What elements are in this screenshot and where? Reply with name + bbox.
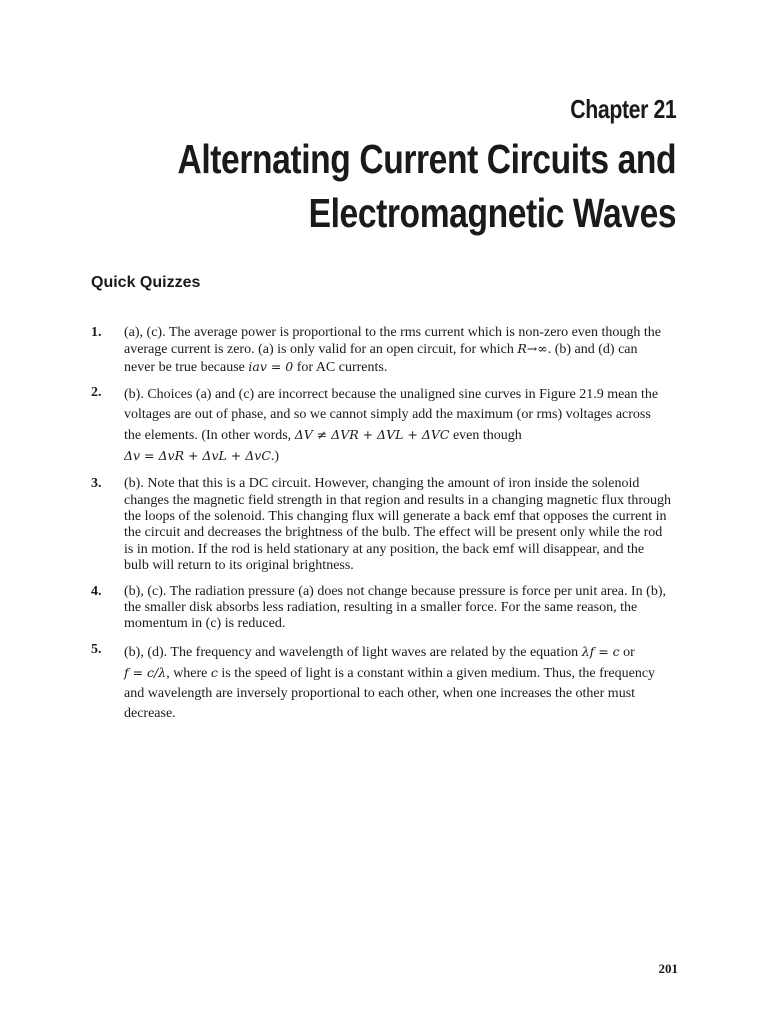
- math-expression: iav = 0: [248, 358, 294, 374]
- quiz-item-3: [91, 476, 671, 574]
- quiz-text-segment: voltages across the elements. (In other words,: [124, 407, 651, 444]
- quiz-text-segment: .: [547, 342, 552, 358]
- chapter-title-line-1: Alternating Current Circuits and: [177, 136, 676, 182]
- chapter-title: [177, 132, 676, 240]
- quiz-list: [91, 325, 671, 733]
- chapter-title-line-2: Electromagnetic Waves: [308, 190, 676, 236]
- quiz-number: 3.: [91, 476, 102, 492]
- chapter-label: Chapter 21: [569, 94, 676, 124]
- math-expression: λf = c: [581, 643, 620, 659]
- quiz-text-segment: or: [623, 644, 635, 660]
- quiz-answer: [124, 325, 671, 376]
- quiz-text-segment: for AC currents.: [296, 359, 388, 375]
- quiz-text-segment: (a), (c). The average power is proportional to the rms current which is non-zero even: [124, 325, 599, 340]
- quiz-number: 5.: [91, 641, 102, 657]
- quiz-text-segment: .): [270, 449, 280, 465]
- page-number: 201: [658, 961, 678, 976]
- quiz-answer: (b). Note that this is a DC circuit. However, changing the amount of iron inside the solenoid changes the magnetic field strength in that region and results in a changing magnetic flux through the loops of the solenoid. This changing flux will generate a back emf that opposes the current in the circuit and decreases the brightness of the bulb. The effect will be present only while the rod is in motion. If the rod is held stationary at any position, the back emf will disappear, and the bulb will return to its original brightness.: [124, 476, 672, 574]
- quiz-item-5: [91, 642, 671, 724]
- quiz-answer: [124, 385, 671, 467]
- quiz-text-segment: even though: [452, 428, 522, 444]
- quiz-text-segment: (b), (d). The frequency and wavelength of light waves are related by the equation: [124, 644, 579, 660]
- math-expression: ΔV ≠ ΔVR + ΔVL + ΔVC: [294, 427, 450, 443]
- quiz-text-segment: the voltages are out of phase, and so we cannot simply add the maximum (or rms): [124, 387, 659, 423]
- quiz-text-segment: (b). Choices (a) and (c) are incorrect because the unaligned sine curves in Figure 21.9 mean: [124, 387, 638, 403]
- math-expression: Δv = ΔvR + ΔvL + ΔvC: [124, 448, 271, 464]
- quiz-number: 4.: [91, 583, 102, 599]
- section-heading: Quick Quizzes: [91, 274, 201, 291]
- math-variable: c: [210, 664, 218, 680]
- quiz-number: 2.: [91, 385, 102, 401]
- quiz-text-segment: (b) and (d) can never be true because: [124, 342, 638, 375]
- quiz-item-1: [91, 325, 671, 376]
- quiz-text-segment: , where: [166, 665, 208, 681]
- quiz-text-segment: is the speed of light is a constant within a given medium. Thus, the: [221, 665, 596, 681]
- quiz-item-2: [91, 385, 671, 467]
- math-expression: f = c/λ: [124, 664, 167, 680]
- quiz-text-segment: frequency and wavelength are inversely proportional to each other, when one increases the other must decrease.: [124, 665, 656, 721]
- quiz-item-4: [91, 584, 671, 633]
- math-expression: R→∞: [517, 341, 548, 357]
- quiz-text-segment: though the average current is zero. (a) is only valid for an open circuit, for which: [124, 325, 662, 358]
- quiz-number: 1.: [91, 325, 102, 340]
- quiz-answer: [124, 642, 671, 724]
- quiz-answer: (b), (c). The radiation pressure (a) does not change because pressure is force per unit area. In (b), the smaller disk absorbs less radiation, resulting in a smaller force. For the same reason, the momentum in (c) is reduced.: [124, 583, 667, 632]
